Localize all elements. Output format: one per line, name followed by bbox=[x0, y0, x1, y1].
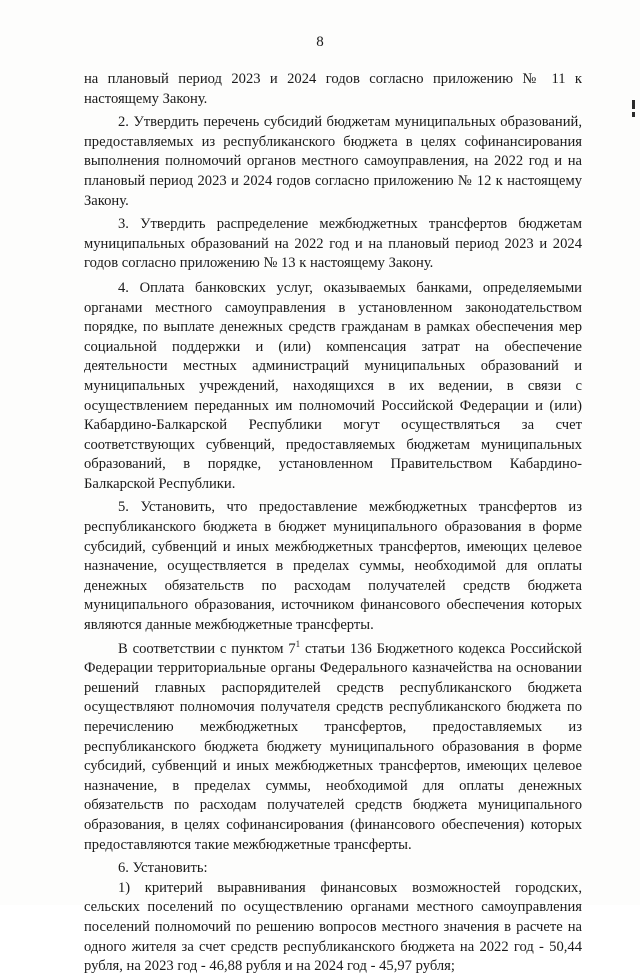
paragraph-4-bank-services: 4. Оплата банковских услуг, оказываемых банками, определяемыми органами местного самоуправления в установленном законодательством порядке, по выплате денежных средств гражданам в рамках обеспечения мер социальной поддержки и (или) компенсация затрат на обеспечение деятельности местных администраций муниципальных образований и муниципальных учреждений, находящихся в их ведении, в связи с осуществлением переданных им полномочий Российской Федерации и (или) Кабардино-Балкарской Республики могут осуществляться за счет соответствующих субвенций, предоставляемых бюджетам муниципальных образований, в порядке, установленном Правительством Кабардино-Балкарской Республики. bbox=[84, 279, 582, 492]
scan-edge-mark bbox=[632, 112, 635, 117]
paragraph-5-transfers-limits: 5. Установить, что предоставление межбюджетных трансфертов из республиканского бюджета в бюджет муниципального образования в форме субсидий, субвенций и иных межбюджетных трансфертов, имеющих целевое назначение, осуществляется в пределах суммы, необходимой для оплаты денежных обязательств по расходам получателей средств бюджета муниципального образования, источником финансового обеспечения которых являются данные межбюджетные трансферты. bbox=[84, 499, 582, 634]
paragraph-6-heading: 6. Установить: bbox=[118, 860, 208, 877]
paragraph-6-item-1: 1) критерий выравнивания финансовых возможностей городских, сельских поселений по осуществлению органами местного самоуправления поселений полномочий по решению вопросов местного значения в расчете на одного жителя за счет средств республиканского бюджета на 2022 год - 50,44 рубля, на 2023 год - 46,88 рубля и на 2024 год - 45,97 рубля; bbox=[84, 879, 582, 975]
treasury-text-rest: статьи 136 Бюджетного кодекса Российской Федерации территориальные органы Федерального казначейства на основании решений главных распорядителей средств республиканского бюджета осуществляют полномочия получателя средств республиканского бюджета по перечислению межбюджетных трансфертов, предоставляемых из республиканского бюджета бюджету муниципального образования в форме субсидий, субвенций и иных межбюджетных трансфертов, имеющих целевое назначение, в пределах суммы, необходимой для оплаты денежных обязательств по расходам получателей средств бюджета муниципального образования, в целях софинансирования (финансового обеспечения) которых предоставляются такие межбюджетные трансферты. bbox=[84, 640, 582, 853]
document-body bbox=[84, 70, 582, 977]
page-number: 8 bbox=[316, 34, 324, 50]
paragraph-2-subsidies-list: 2. Утвердить перечень субсидий бюджетам муниципальных образований, предоставляемых из республиканского бюджета в целях софинансирования выполнения полномочий органов местного самоуправления, на 2022 год и на плановый период 2023 и 2024 годов согласно приложению № 12 к настоящему Закону. bbox=[84, 114, 582, 209]
superscript-mark: 1 bbox=[295, 638, 301, 649]
paragraph-3-transfers-distribution: 3. Утвердить распределение межбюджетных трансфертов бюджетам муниципальных образований на 2022 год и на плановый период 2023 и 2024 годов согласно приложению № 13 к настоящему Закону. bbox=[84, 216, 582, 272]
treasury-text-start: В соответствии с пунктом 7 bbox=[118, 640, 296, 657]
scan-edge-mark bbox=[632, 100, 635, 109]
paragraph-treasury-powers bbox=[84, 640, 582, 856]
paragraph-continuation: на плановый период 2023 и 2024 годов согласно приложению № 11 к настоящему Закону. bbox=[84, 71, 582, 107]
